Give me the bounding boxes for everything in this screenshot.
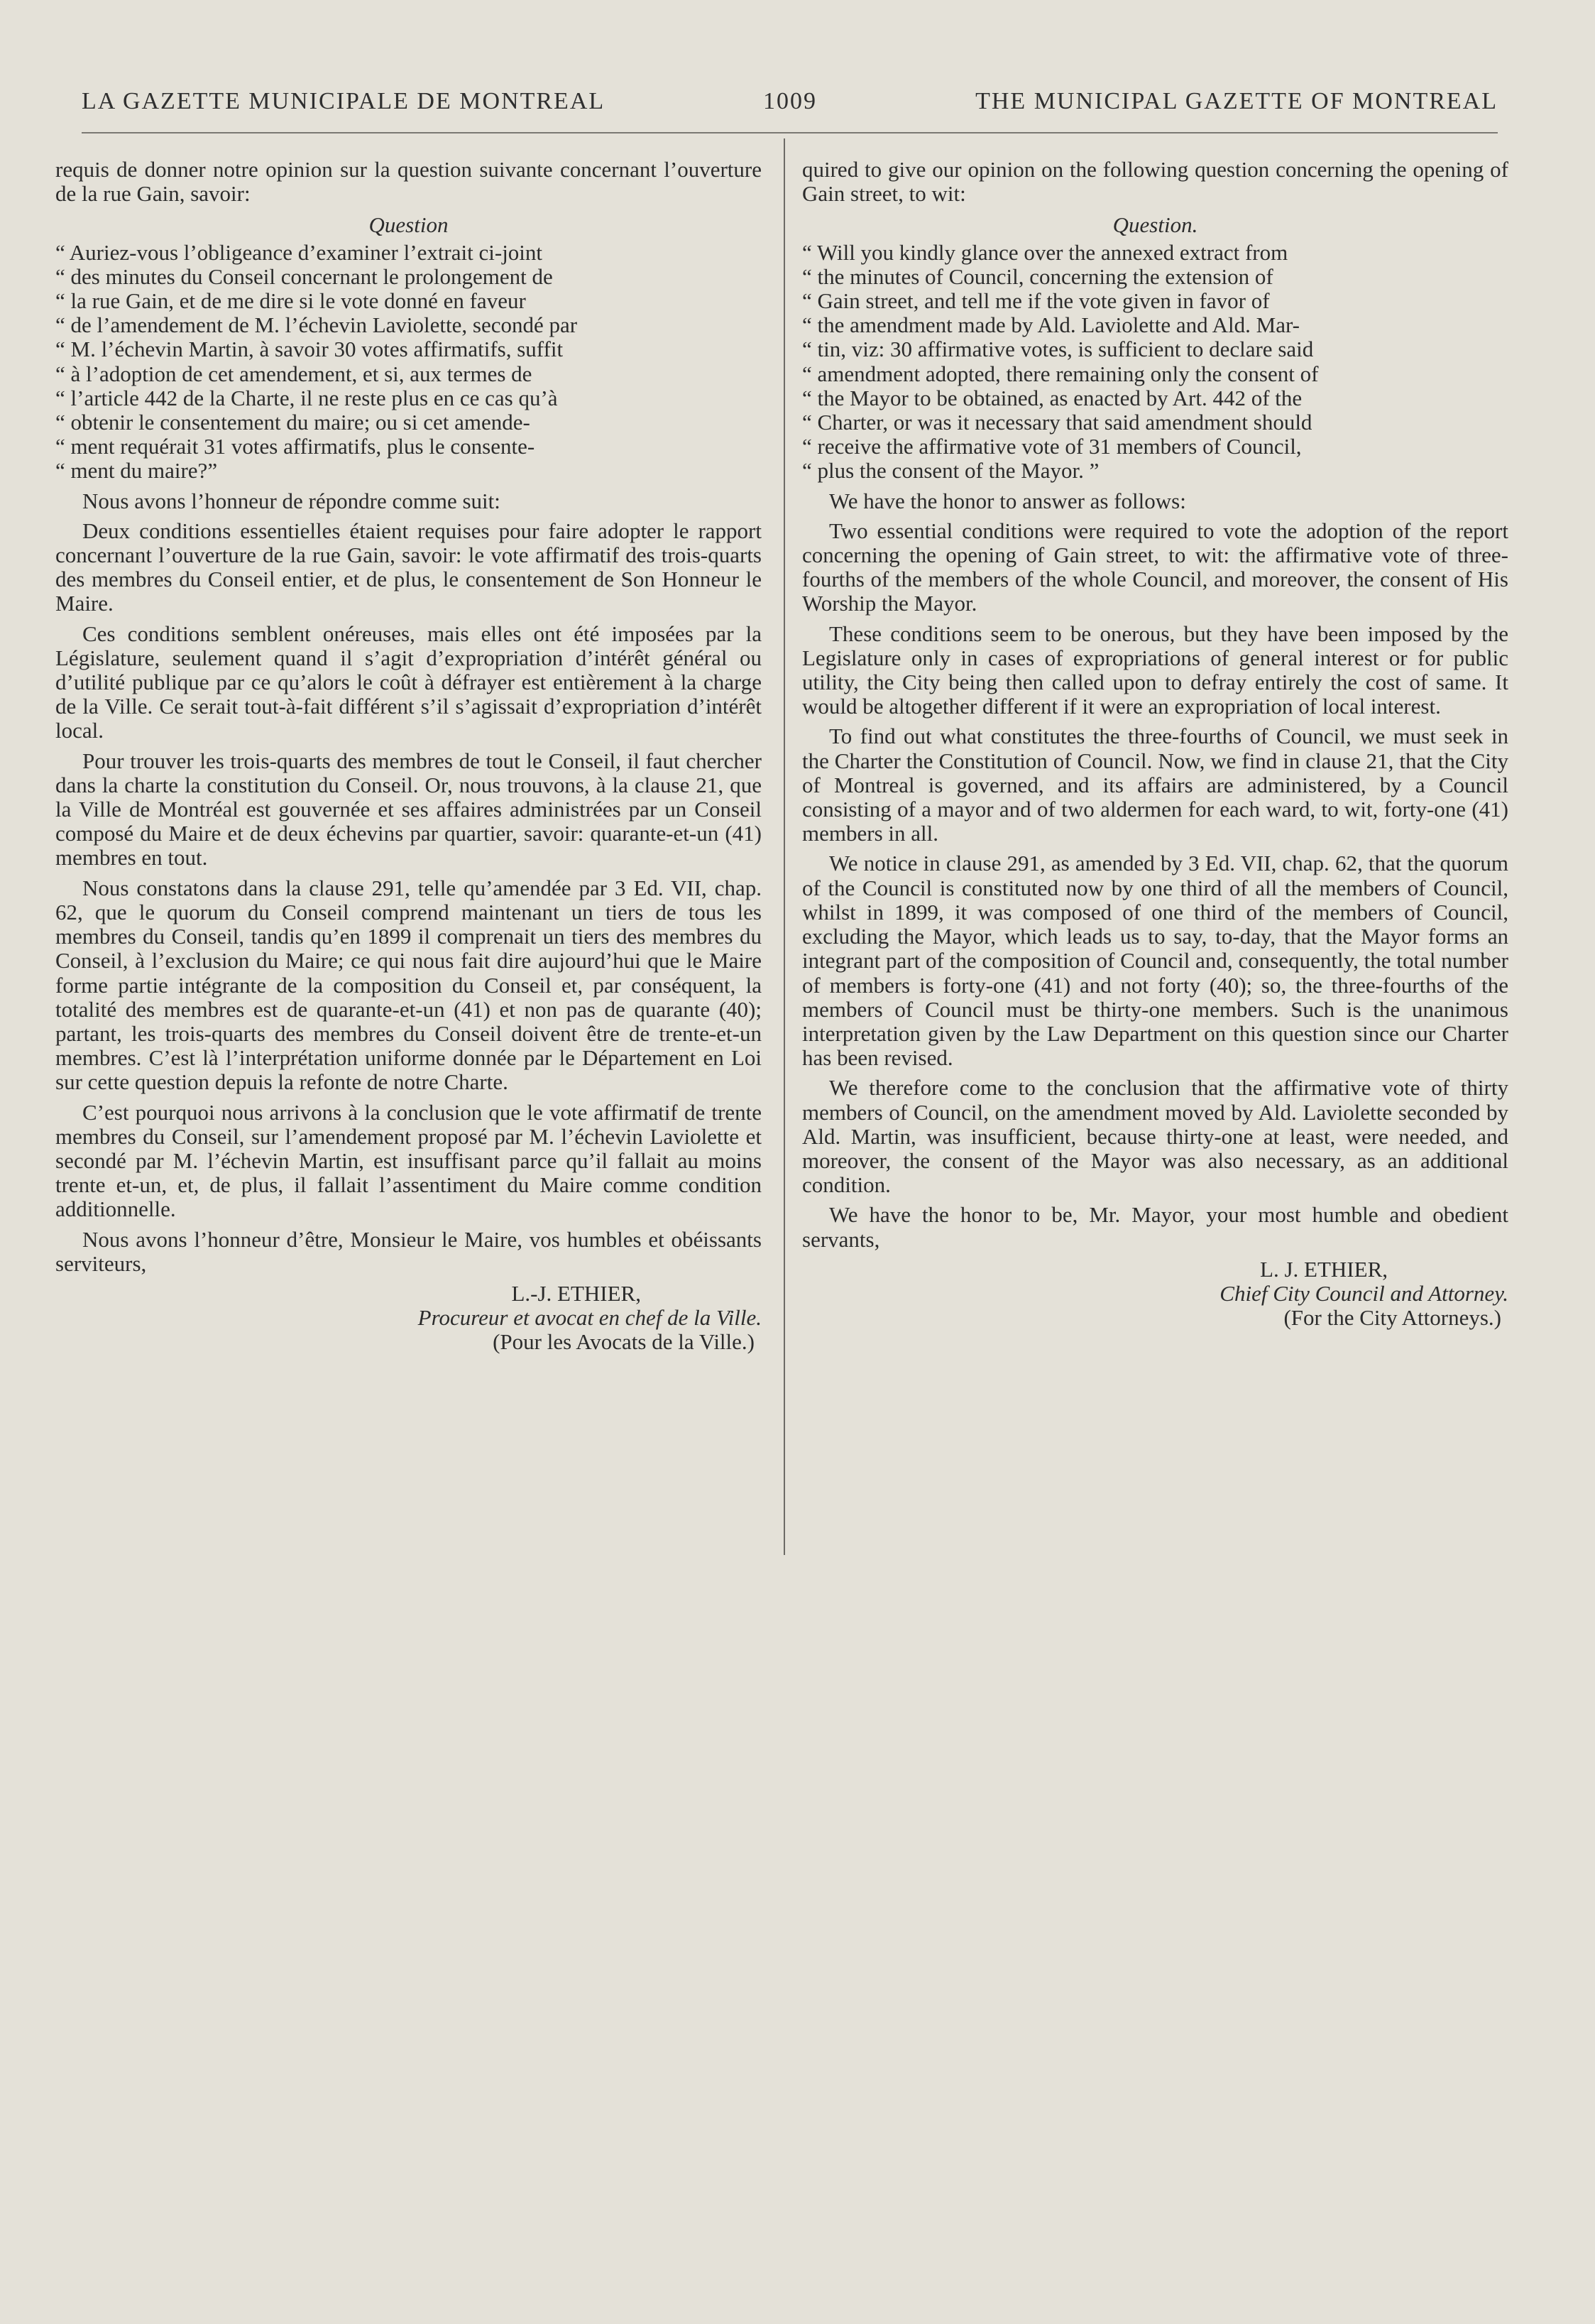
french-signature-title: Procureur et avocat en chef de la Ville.: [417, 1305, 762, 1331]
english-column: [802, 158, 1508, 1330]
english-signature-name: L. J. ETHIER,: [1260, 1256, 1388, 1282]
english-paragraph: We have the honor to be, Mr. Mayor, your most humble and obedient servants,: [802, 1202, 1508, 1252]
french-paragraph: Deux conditions essentielles étaient requises pour faire adopter le rapport concernant l’ouverture de la rue Gain, savoir: le vote affirmatif des trois-quarts des membres du Conseil entier, et de plus, le consentement de Son Honneur le Maire.: [55, 518, 762, 616]
french-quote-line: “ Auriez-vous l’obligeance d’examiner l’extrait ci-joint: [55, 239, 543, 265]
french-signature-name: L.-J. ETHIER,: [511, 1280, 641, 1306]
french-quote-line: “ la rue Gain, et de me dire si le vote donné en faveur: [55, 288, 526, 314]
english-paragraph: We notice in clause 291, as amended by 3 Ed. VII, chap. 62, that the quorum of the Council is constituted now by one third of all the members of Council, whilst in 1899, it was composed of one third of the members of Council, excluding the Mayor, which leads us to say, to-day, that the Mayor forms an integrant part of the composition of Council and, consequently, the total number of members is forty-one (41) and not forty (40); so, the three-fourths of the members of Council must be thirty-one members. Such is the unanimous interpretation given by the Law Department on this question since our Charter has been revised.: [802, 851, 1508, 1071]
english-paragraph: We therefore come to the conclusion that the affirmative vote of thirty members of Council, on the amendment moved by Ald. Laviolette seconded by Ald. Martin, was insufficient, because thirty-one at least, were needed, and moreover, the consent of the Mayor was also necessary, as an additional condition.: [802, 1075, 1508, 1198]
english-quote-line: “ plus the consent of the Mayor. ”: [802, 458, 1100, 484]
french-intro: requis de donner notre opinion sur la question suivante concernant l’ouverture de la rue Gain, savoir:: [55, 157, 762, 207]
english-quote-line: “ receive the affirmative vote of 31 members of Council,: [802, 434, 1302, 459]
french-quote-line: “ M. l’échevin Martin, à savoir 30 votes affirmatifs, suffit: [55, 337, 564, 362]
english-quote-line: “ amendment adopted, there remaining only the consent of: [802, 361, 1319, 386]
french-paragraph: Nous avons l’honneur d’être, Monsieur le Maire, vos humbles et obéissants serviteurs,: [55, 1226, 762, 1276]
english-quote-line: “ the Mayor to be obtained, as enacted by Art. 442 of the: [802, 385, 1303, 410]
english-quote-line: “ tin, viz: 30 affirmative votes, is sufficient to declare said: [802, 337, 1314, 362]
french-quote: [55, 241, 762, 484]
french-quote-line: “ ment du maire?”: [55, 458, 218, 484]
english-quote: [802, 241, 1508, 484]
english-quote-line: “ the minutes of Council, concerning the extension of: [802, 263, 1273, 289]
french-quote-line: “ des minutes du Conseil concernant le prolongement de: [55, 263, 553, 289]
header-rule: [82, 132, 1498, 133]
english-quote-line: “ Gain street, and tell me if the vote given in favor of: [802, 288, 1270, 314]
french-paragraph: Pour trouver les trois-quarts des membres de tout le Conseil, il faut chercher dans la charte la constitution du Conseil. Or, nous trouvons, à la clause 21, que la Ville de Montréal est gouvernée et ses affaires administrées par un Conseil composé du Maire et de deux échevins par quartier, savoir: quarante-et-un (41) membres en tout.: [55, 748, 762, 871]
page-header: [82, 88, 1498, 131]
header-french-title: LA GAZETTE MUNICIPALE DE MONTREAL: [82, 88, 605, 114]
header-english-title: THE MUNICIPAL GAZETTE OF MONTREAL: [975, 88, 1498, 114]
english-signature-title: Chief City Council and Attorney.: [1219, 1280, 1508, 1306]
french-quote-line: “ l’article 442 de la Charte, il ne reste plus en ce cas qu’à: [55, 385, 558, 410]
french-quote-line: “ à l’adoption de cet amendement, et si, aux termes de: [55, 361, 532, 386]
english-paragraph: We have the honor to answer as follows:: [829, 488, 1186, 513]
english-question-heading: Question.: [1112, 212, 1198, 238]
english-paragraph: Two essential conditions were required to vote the adoption of the report concerning the opening of Gain street, to wit: the affirmative vote of three-fourths of the members of the whole Council, and moreover, the consent of His Worship the Mayor.: [802, 518, 1508, 616]
column-divider: [784, 138, 785, 1555]
french-question-heading: Question: [368, 212, 449, 238]
english-quote-line: “ the amendment made by Ald. Laviolette and Ald. Mar-: [802, 312, 1300, 338]
french-paragraph: C’est pourquoi nous arrivons à la conclusion que le vote affirmatif de trente membres du Conseil, sur l’amendement proposé par M. l’échevin Laviolette et secondé par M. l’échevin Martin, est insuffisant parce qu’il fallait au moins trente et-un, et, de plus, il fallait l’assentiment du Maire comme condition additionnelle.: [55, 1099, 762, 1222]
english-quote-line: “ Charter, or was it necessary that said amendment should: [802, 410, 1312, 435]
english-paragraph: To find out what constitutes the three-fourths of Council, we must seek in the Charter the Constitution of Council. Now, we find in clause 21, that the City of Montreal is governed, and its affairs are administered, by a Council consisting of a mayor and of two aldermen for each ward, to wit, forty-one (41) members in all.: [802, 724, 1508, 846]
english-intro: quired to give our opinion on the following question concerning the opening of Gain street, to wit:: [802, 157, 1508, 207]
french-paragraph: Nous constatons dans la clause 291, telle qu’amendée par 3 Ed. VII, chap. 62, que le quorum du Conseil comprend maintenant un tiers de tous les membres du Conseil, tandis qu’en 1899 il comprenait un tiers des membres du Conseil, à l’exclusion du Maire; ce qui nous fait dire aujourd’hui que le Maire forme partie intégrante de la composition du Conseil et, par conséquent, la totalité des membres est de quarante-et-un (41) et non pas de quarante (40); partant, les trois-quarts des membres du Conseil doivent être de trente-et-un membres. C’est là l’interprétation uniforme donnée par le Département en Loi sur cette question depuis la refonte de notre Charte.: [55, 875, 762, 1095]
french-quote-line: “ ment requérait 31 votes affirmatifs, plus le consente-: [55, 434, 535, 459]
page-number: 1009: [763, 88, 817, 114]
french-quote-line: “ obtenir le consentement du maire; ou si cet amende-: [55, 410, 530, 435]
english-signature-subtitle: (For the City Attorneys.): [1283, 1305, 1501, 1331]
french-signature-subtitle: (Pour les Avocats de la Ville.): [493, 1329, 755, 1355]
french-column: [55, 158, 762, 1355]
french-quote-line: “ de l’amendement de M. l’échevin Laviolette, secondé par: [55, 312, 578, 338]
english-paragraph: These conditions seem to be onerous, but they have been imposed by the Legislature only in cases of expropriations of general interest or for public utility, the City being then called upon to defray entirely the cost of same. It would be altogether different if it were an expropriation of local interest.: [802, 621, 1508, 719]
french-paragraph: Nous avons l’honneur de répondre comme suit:: [82, 488, 500, 513]
french-paragraph: Ces conditions semblent onéreuses, mais elles ont été imposées par la Législature, seulement quand il s’agit d’expropriation d’intérêt général ou d’utilité publique par ce qu’alors le coût à défrayer est entièrement à la charge de la Ville. Ce serait tout-à-fait différent s’il s’agissait d’expropriation d’intérêt local.: [55, 621, 762, 743]
english-quote-line: “ Will you kindly glance over the annexed extract from: [802, 239, 1288, 265]
